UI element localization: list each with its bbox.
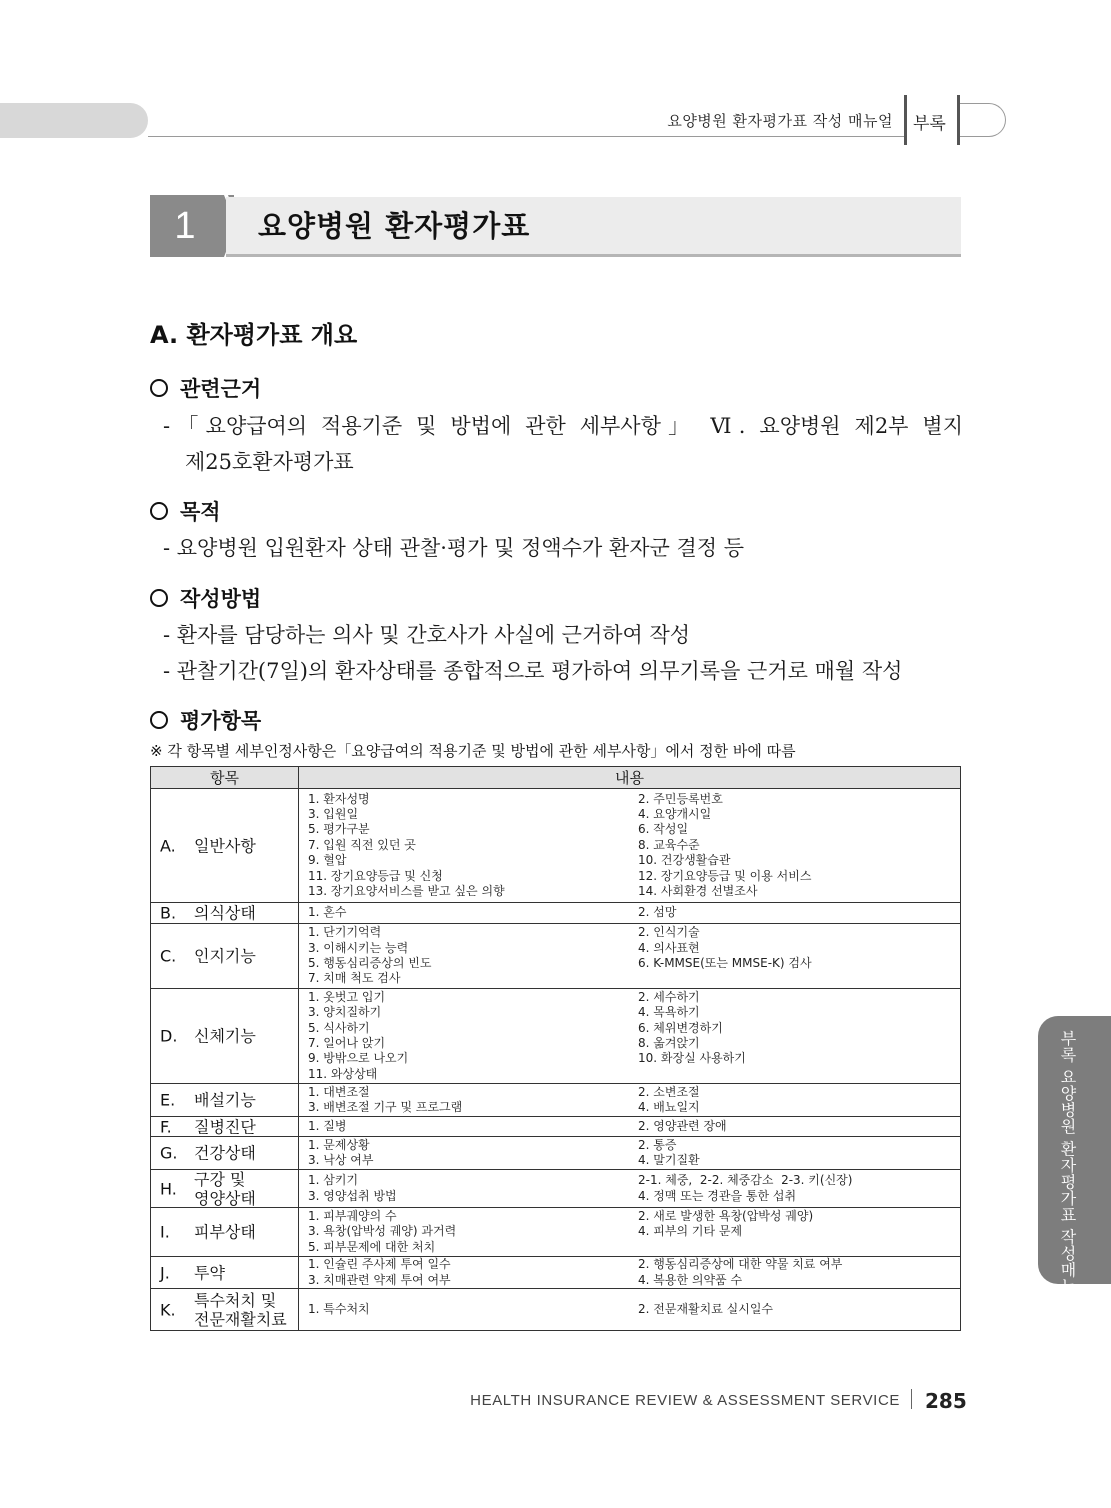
item-name: 일반사항 (194, 836, 256, 855)
content-left-column: 1. 대변조절 3. 배변조절 기구 및 프로그램 (308, 1084, 463, 1114)
item-letter: A. (160, 836, 176, 855)
section-title: 요양병원 환자평가표 (258, 209, 531, 243)
item-name: 피부상태 (194, 1222, 256, 1242)
table-note: ※ 각 항목별 세부인정사항은「요양급여의 적용기준 및 방법에 관한 세부사항」에서 정한 바에 따름 (150, 742, 796, 760)
bullet-heading: 목적 (150, 496, 221, 526)
table-row (151, 1208, 961, 1257)
table-row (151, 924, 961, 989)
table-row (151, 903, 961, 924)
item-cell (151, 1208, 299, 1257)
content-left-column: 1. 특수처치 (308, 1301, 370, 1316)
content-cell (299, 989, 961, 1084)
content-right-column: 2. 소변조절 4. 배뇨일지 (638, 1084, 700, 1114)
item-cell (151, 1289, 299, 1331)
content-left-column: 1. 옷벗고 입기 3. 양치질하기 5. 식사하기 7. 일어나 앉기 9. 방밖으로 나오기 11. 와상상태 (308, 989, 409, 1081)
content-right-column: 2-1. 체중, 2-2. 체중감소 2-3. 키(신장) 4. 정맥 또는 경관을 통한 섭취 (638, 1173, 853, 1203)
content-left-column: 1. 문제상황 3. 낙상 여부 (308, 1137, 374, 1167)
bullet-heading: 작성방법 (150, 583, 261, 613)
footer-org: HEALTH INSURANCE REVIEW & ASSESSMENT SERVICE (470, 1392, 900, 1409)
item-letter: C. (160, 946, 177, 966)
item-letter: B. (160, 903, 177, 923)
subsection-heading: A. 환자평가표 개요 (150, 321, 358, 349)
item-cell (151, 989, 299, 1084)
item-name: 인지기능 (194, 946, 256, 966)
item-name: 신체기능 (194, 1026, 256, 1046)
header-divider-left (904, 95, 907, 145)
content-cell (299, 1117, 961, 1137)
item-letter: H. (160, 1179, 177, 1198)
content-left-column: 1. 질병 (308, 1118, 347, 1133)
content-cell (299, 1137, 961, 1170)
table-row (151, 989, 961, 1084)
table-row (151, 1257, 961, 1289)
content-right-column: 2. 행동심리증상에 대한 약물 치료 여부 4. 복용한 의약품 수 (638, 1257, 843, 1287)
header-end-cap (960, 103, 1006, 137)
running-header-title: 요양병원 환자평가표 작성 매뉴얼 (667, 112, 893, 130)
table-row (151, 1289, 961, 1331)
circle-bullet-icon (150, 589, 168, 607)
item-letter: D. (160, 1026, 178, 1046)
item-cell (151, 903, 299, 924)
item-cell (151, 1257, 299, 1289)
circle-bullet-icon (150, 711, 168, 729)
item-letter: K. (160, 1300, 176, 1319)
item-name: 구강 및 영양상태 (194, 1169, 256, 1208)
item-name: 투약 (194, 1263, 225, 1282)
header-rule (148, 136, 904, 137)
header-item: 항목 (151, 767, 299, 789)
content-left-column: 1. 삼키기 3. 영양섭취 방법 (308, 1173, 397, 1203)
content-cell (299, 1208, 961, 1257)
table-row (151, 1137, 961, 1170)
item-name: 질병진단 (194, 1117, 256, 1136)
item-letter: G. (160, 1143, 178, 1163)
content-left-column: 1. 피부궤양의 수 3. 욕창(압박성 궤양) 과거력 5. 피부문제에 대한 처치 (308, 1208, 457, 1254)
content-right-column: 2. 통증 4. 말기질환 (638, 1137, 700, 1167)
content-left-column: 1. 환자성명 3. 입원일 5. 평가구분 7. 입원 직전 있던 곳 9. 혈압 11. 장기요양등급 및 신청 13. 장기요양서비스를 받고 싶은 의향 (308, 791, 505, 899)
item-cell (151, 924, 299, 989)
bullet-text-line: - 환자를 담당하는 의사 및 간호사가 사실에 근거하여 작성 (163, 623, 691, 647)
content-cell (299, 1289, 961, 1331)
content-left-column: 1. 혼수 (308, 905, 347, 920)
content-cell (299, 903, 961, 924)
bullet-text-line: - 관찰기간(7일)의 환자상태를 종합적으로 평가하여 의무기록을 근거로 매월 작성 (163, 659, 903, 683)
item-cell (151, 1084, 299, 1117)
footer-divider (911, 1389, 912, 1409)
running-header-tag: 부록 (913, 114, 946, 134)
page-number: 285 (925, 1389, 967, 1413)
content-cell (299, 924, 961, 989)
content-cell (299, 1257, 961, 1289)
table-row (151, 1117, 961, 1137)
bullet-text-line: -「요양급여의 적용기준 및 방법에 관한 세부사항」 Ⅵ. 요양병원 제2부 별지 (163, 414, 963, 438)
content-left-column: 1. 인슐린 주사제 투여 일수 3. 치매관련 약제 투여 여부 (308, 1257, 451, 1287)
bullet-text-line: - 요양병원 입원환자 상태 관찰·평가 및 정액수가 환자군 결정 등 (163, 536, 744, 560)
table-header-row (151, 767, 961, 789)
content-right-column: 2. 인식기술 4. 의사표현 6. K-MMSE(또는 MMSE-K) 검사 (638, 925, 812, 970)
item-letter: F. (160, 1117, 172, 1136)
content-cell (299, 1084, 961, 1117)
table-row (151, 1170, 961, 1208)
item-letter: E. (160, 1090, 176, 1110)
item-cell (151, 789, 299, 903)
bullet-heading: 관련근거 (150, 373, 261, 403)
content-right-column: 2. 섬망 (638, 905, 677, 920)
item-cell (151, 1170, 299, 1208)
header-gray-tab (0, 103, 148, 138)
section-number: 1 (174, 205, 196, 247)
item-letter: I. (160, 1222, 170, 1242)
item-cell (151, 1117, 299, 1137)
item-letter: J. (160, 1263, 170, 1282)
item-name: 특수처치 및 전문재활치료 (194, 1290, 287, 1329)
content-right-column: 2. 전문재활치료 실시일수 (638, 1301, 773, 1316)
header-content: 내용 (299, 767, 961, 789)
item-name: 건강상태 (194, 1143, 256, 1163)
content-left-column: 1. 단기기억력 3. 이해시키는 능력 5. 행동심리증상의 빈도 7. 치매 척도 검사 (308, 925, 432, 986)
bullet-heading: 평가항목 (150, 705, 261, 735)
content-right-column: 2. 주민등록번호 4. 요양개시일 6. 작성일 8. 교육수준 10. 건강생활습관 12. 장기요양등급 및 이용 서비스 14. 사회환경 선별조사 (638, 791, 812, 899)
item-cell (151, 1137, 299, 1170)
content-right-column: 2. 영양관련 장애 (638, 1118, 727, 1133)
content-right-column: 2. 세수하기 4. 목욕하기 6. 체위변경하기 8. 옮겨앉기 10. 화장실 사용하기 (638, 989, 746, 1066)
circle-bullet-icon (150, 502, 168, 520)
content-cell (299, 789, 961, 903)
item-name: 의식상태 (194, 903, 256, 923)
item-name: 배설기능 (194, 1090, 256, 1110)
side-tab-label: 부록 요양병원 환자평가표 작성매뉴얼 (1058, 1030, 1077, 1311)
circle-bullet-icon (150, 379, 168, 397)
evaluation-items-table (150, 766, 961, 1331)
table-row (151, 1084, 961, 1117)
table-row (151, 789, 961, 903)
content-right-column: 2. 새로 발생한 욕창(압박성 궤양) 4. 피부의 기타 문제 (638, 1208, 814, 1239)
bullet-text-line: 제25호환자평가표 (185, 450, 354, 474)
content-cell (299, 1170, 961, 1208)
